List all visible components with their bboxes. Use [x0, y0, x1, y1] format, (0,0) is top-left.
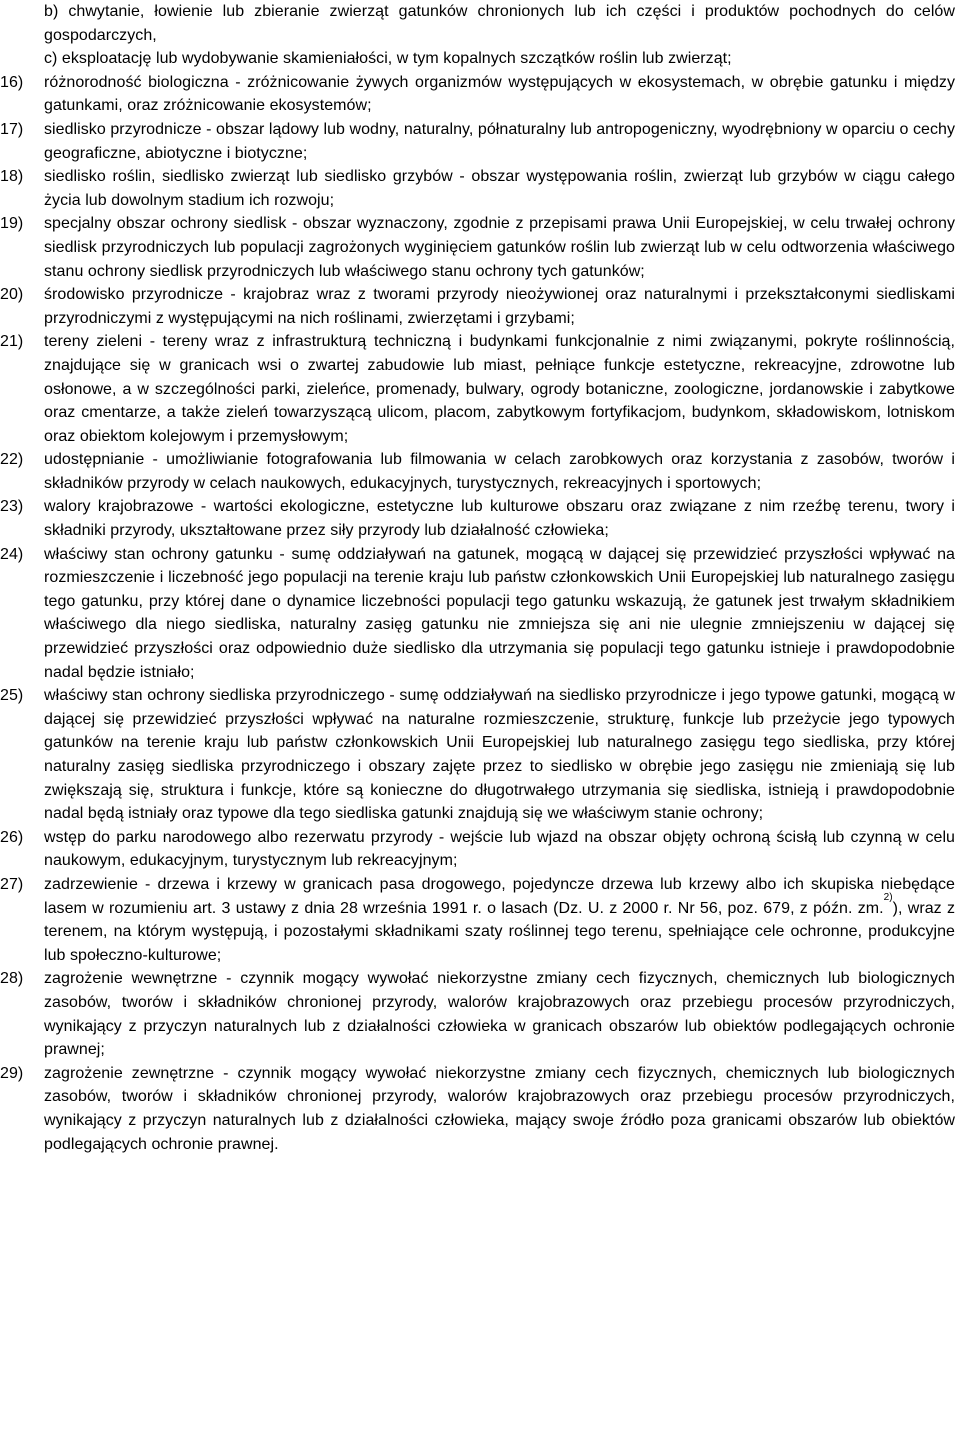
- item-text: zagrożenie wewnętrzne - czynnik mogący wywołać niekorzystne zmiany cech fizycznych, chemicznych lub biologicznych zasobów, tworów i składników chronionej przyrody, walorów krajobrazowych oraz przebiegu procesów przyrodniczych, wynikający z przyczyn naturalnych lub z działalności człowieka w granicach obszarów lub obiektów podlegających ochronie prawnej;: [44, 970, 955, 1059]
- footnote-reference: 2): [883, 892, 893, 904]
- item-text: środowisko przyrodnicze - krajobraz wraz z tworami przyrody nieożywionej oraz naturalnymi i przekształconymi siedliskami przyrodniczymi z występującymi na nich roślinami, zwierzętami i grzybami;: [44, 286, 955, 327]
- item-number: 29): [0, 1064, 24, 1082]
- list-item-22: [0, 448, 955, 495]
- list-item-17: [0, 118, 955, 165]
- item-text-part: zadrzewienie - drzewa i krzewy w granicach pasa drogowego, pojedyncze drzewa lub krzewy albo ich skupiska niebędące lasem w rozumieniu art. 3 ustawy z dnia 28 września 1991 r. o lasach (Dz. U. z 2000 r. Nr 56, poz. 679, z późn. zm.: [44, 875, 955, 917]
- item-number: 24): [0, 545, 24, 563]
- item-text: udostępnianie - umożliwianie fotografowania lub filmowania w celach zarobkowych oraz korzystania z zasobów, tworów i składników przyrody w celach naukowych, edukacyjnych, turystycznych, rekreacyjnych i sportowych;: [44, 451, 955, 492]
- item-number: 22): [0, 451, 24, 469]
- item-number: 27): [0, 875, 24, 893]
- item-text: b) chwytanie, łowienie lub zbieranie zwierząt gatunków chronionych lub ich części i produktów pochodnych do celów gospodarczych,: [44, 3, 955, 44]
- item-text: [44, 873, 955, 967]
- item-number: 20): [0, 286, 24, 304]
- item-text: różnorodność biologiczna - zróżnicowanie żywych organizmów występujących w ekosystemach, w obrębie gatunku i między gatunkami, oraz zróżnicowanie ekosystemów;: [44, 73, 955, 115]
- list-item-26: [0, 826, 955, 873]
- item-number: 26): [0, 828, 24, 846]
- list-item-29: [0, 1062, 955, 1156]
- item-text-part: ), wraz z terenem, na którym występują, i pozostałymi składnikami szaty roślinnej tego terenu, spełniające cele ochronne, produkcyjne lub społeczno-kulturowe;: [44, 899, 955, 964]
- list-item-c: [0, 47, 955, 71]
- item-number: 25): [0, 687, 24, 705]
- list-item-24: [0, 543, 955, 685]
- item-text: zagrożenie zewnętrzne - czynnik mogący wywołać niekorzystne zmiany cech fizycznych, chemicznych lub biologicznych zasobów, tworów i składników chronionej przyrody, walorów krajobrazowych oraz przebiegu procesów przyrodniczych, wynikający z przyczyn naturalnych lub z działalności człowieka, mający swoje źródło poza granicami obszarów lub obiektów podlegających ochronie prawnej.: [44, 1064, 955, 1153]
- item-text: walory krajobrazowe - wartości ekologiczne, estetyczne lub kulturowe obszaru oraz związane z nim rzeźbę terenu, twory i składniki przyrody, ukształtowane przez siły przyrody lub działalność człowieka;: [44, 498, 955, 540]
- item-text: tereny zieleni - tereny wraz z infrastrukturą techniczną i budynkami funkcjonalnie z nimi związanymi, pokryte roślinnością, znajdujące się w granicach wsi o zwartej zabudowie lub miast, pełniące funkcje estetyczne, rekreacyjne, zdrowotne lub osłonowe, a w szczególności parki, zieleńce, promenady, bulwary, ogrody botaniczne, zoologiczne, jordanowskie i zabytkowe oraz cmentarze, a także zieleń towarzyszącą ulicom, placom, zabytkowym fortyfikacjom, budynkom, składowiskom, lotniskom oraz obiektom kolejowym i przemysłowym;: [44, 333, 955, 445]
- list-item-21: [0, 330, 955, 448]
- item-text: właściwy stan ochrony gatunku - sumę oddziaływań na gatunek, mogącą w dającej się przewidzieć przyszłości wpływać na rozmieszczenie i liczebność jego populacji na terenie kraju lub państw członkowskich Unii Europejskiej lub naturalnego zasięgu tego gatunku, przy której dane o dynamice liczebności populacji tego gatunku wskazują, że gatunek jest trwałym składnikiem właściwego dla niego siedliska, naturalny zasięg gatunku nie zmniejsza się ani nie ulegnie zmniejszeniu w dającej się przewidzieć przyszłości oraz odpowiednio duże siedlisko dla utrzymania się populacji tego gatunku istnieje i prawdopodobnie nadal będzie istniało;: [44, 545, 955, 681]
- list-item-27: [0, 873, 955, 967]
- list-item-19: [0, 212, 955, 283]
- item-number: 17): [0, 120, 24, 138]
- list-item-25: [0, 684, 955, 826]
- list-item-23: [0, 495, 955, 542]
- list-item-20: [0, 283, 955, 330]
- item-number: 19): [0, 215, 24, 233]
- item-text: właściwy stan ochrony siedliska przyrodniczego - sumę oddziaływań na siedlisko przyrodnicze i jego typowe gatunki, mogącą w dającej się przewidzieć przyszłości wpływać na naturalne rozmieszczenie, strukturę, funkcje lub przeżycie jego typowych gatunków na terenie kraju lub państw członkowskich Unii Europejskiej lub naturalnego zasięgu tego siedliska, przy której naturalny zasięg siedliska przyrodniczego i obszary zajęte przez to siedlisko w obrębie jego zasięgu nie zmieniają się lub zwiększają się, struktura i funkcje, które są konieczne do długotrwałego utrzymania się siedliska, istnieją i prawdopodobnie nadal będą istniały oraz typowe dla tego siedliska gatunki znajdują się we właściwym stanie ochrony;: [44, 687, 955, 823]
- item-number: 16): [0, 73, 24, 91]
- list-item-28: [0, 967, 955, 1061]
- item-number: 28): [0, 970, 24, 988]
- item-number: 23): [0, 498, 24, 516]
- item-number: 18): [0, 168, 24, 186]
- list-item-16: [0, 71, 955, 118]
- list-item-b: [0, 0, 955, 47]
- item-number: 21): [0, 333, 24, 351]
- item-text: specjalny obszar ochrony siedlisk - obszar wyznaczony, zgodnie z przepisami prawa Unii Europejskiej, w celu trwałej ochrony siedlisk przyrodniczych lub populacji zagrożonych wyginięciem gatunków roślin lub zwierząt lub w celu odtworzenia właściwego stanu ochrony siedlisk przyrodniczych lub właściwego stanu ochrony tych gatunków;: [44, 215, 955, 280]
- item-text: siedlisko przyrodnicze - obszar lądowy lub wodny, naturalny, półnaturalny lub antropogeniczny, wyodrębniony w oparciu o cechy geograficzne, abiotyczne i biotyczne;: [44, 120, 955, 162]
- item-text: siedlisko roślin, siedlisko zwierząt lub siedlisko grzybów - obszar występowania roślin, zwierząt lub grzybów w ciągu całego życia lub dowolnym stadium ich rozwoju;: [44, 168, 955, 209]
- item-text: c) eksploatację lub wydobywanie skamieniałości, w tym kopalnych szczątków roślin lub zwierząt;: [44, 50, 732, 68]
- list-item-18: [0, 165, 955, 212]
- item-text: wstęp do parku narodowego albo rezerwatu przyrody - wejście lub wjazd na obszar objęty ochroną ścisłą lub czynną w celu naukowym, edukacyjnym, turystycznym lub rekreacyjnym;: [44, 828, 955, 870]
